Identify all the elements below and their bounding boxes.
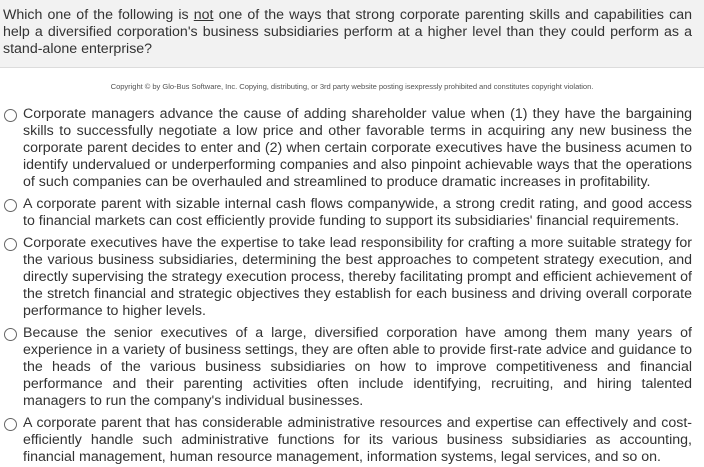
answer-option-text: Corporate managers advance the cause of adding shareholder value when (1) they have the bargaining skills to successfully negotiate a low price and other favorable terms in acquiring any new business the corporate parent decides to enter and (2) when certain corporate executives have the business acumen to identify undervalued or underperforming companies and also pinpoint achievable ways that the operations of such companies can be overhauled and streamlined to produce dramatic increases in profitability. <box>23 106 692 190</box>
answer-option-4[interactable] <box>0 325 704 410</box>
question-emphasis: not <box>193 7 214 23</box>
answer-option-text: Because the senior executives of a large, diversified corporation have among them many years of experience in a variety of business settings, they are often able to provide first-rate advice and guidance to the heads of the various business subsidiaries on how to improve competitiveness and financial performance and their parenting activities often include identifying, recruiting, and hiring talented managers to run the company's individual businesses. <box>23 325 692 409</box>
radio-button-icon[interactable] <box>4 328 17 341</box>
copyright-notice: Copyright © by Glo-Bus Software, Inc. Copying, distributing, or 3rd party website posting isexpressly prohibited and constitutes copyright violation. <box>110 82 594 91</box>
question-text-start: Which one of the following is <box>3 7 194 23</box>
answer-option-2[interactable] <box>0 196 704 230</box>
question-prompt <box>0 0 704 68</box>
question-text-end: one of the ways that strong corporate parenting skills and capabilities can help a diversified corporation's business subsidiaries perform at a higher level than they could perform as a stand-alone enterprise? <box>3 7 692 57</box>
answer-option-text: A corporate parent that has considerable administrative resources and expertise can effectively and cost-efficiently handle such administrative functions for its various business subsidiaries as accounting, financial management, human resource management, information systems, legal services, and so on. <box>23 415 692 465</box>
answer-options <box>0 96 704 466</box>
answer-option-3[interactable] <box>0 235 704 320</box>
radio-button-icon[interactable] <box>4 238 17 251</box>
answer-option-text: Corporate executives have the expertise to take lead responsibility for crafting a more suitable strategy for the various business subsidiaries, determining the best approaches to competent strategy execution, and directly supervising the strategy execution process, thereby facilitating prompt and efficient achievement of the stretch financial and strategic objectives they establish for each business and driving overall corporate performance to higher levels. <box>23 235 692 319</box>
radio-button-icon[interactable] <box>4 418 17 431</box>
answer-option-1[interactable] <box>0 106 704 191</box>
radio-button-icon[interactable] <box>4 199 17 212</box>
answer-option-5[interactable] <box>0 415 704 466</box>
radio-button-icon[interactable] <box>4 109 17 122</box>
answer-option-text: A corporate parent with sizable internal cash flows companywide, a strong credit rating, and good access to financial markets can cost efficiently provide funding to support its subsidiaries' financial requirements. <box>23 196 692 229</box>
